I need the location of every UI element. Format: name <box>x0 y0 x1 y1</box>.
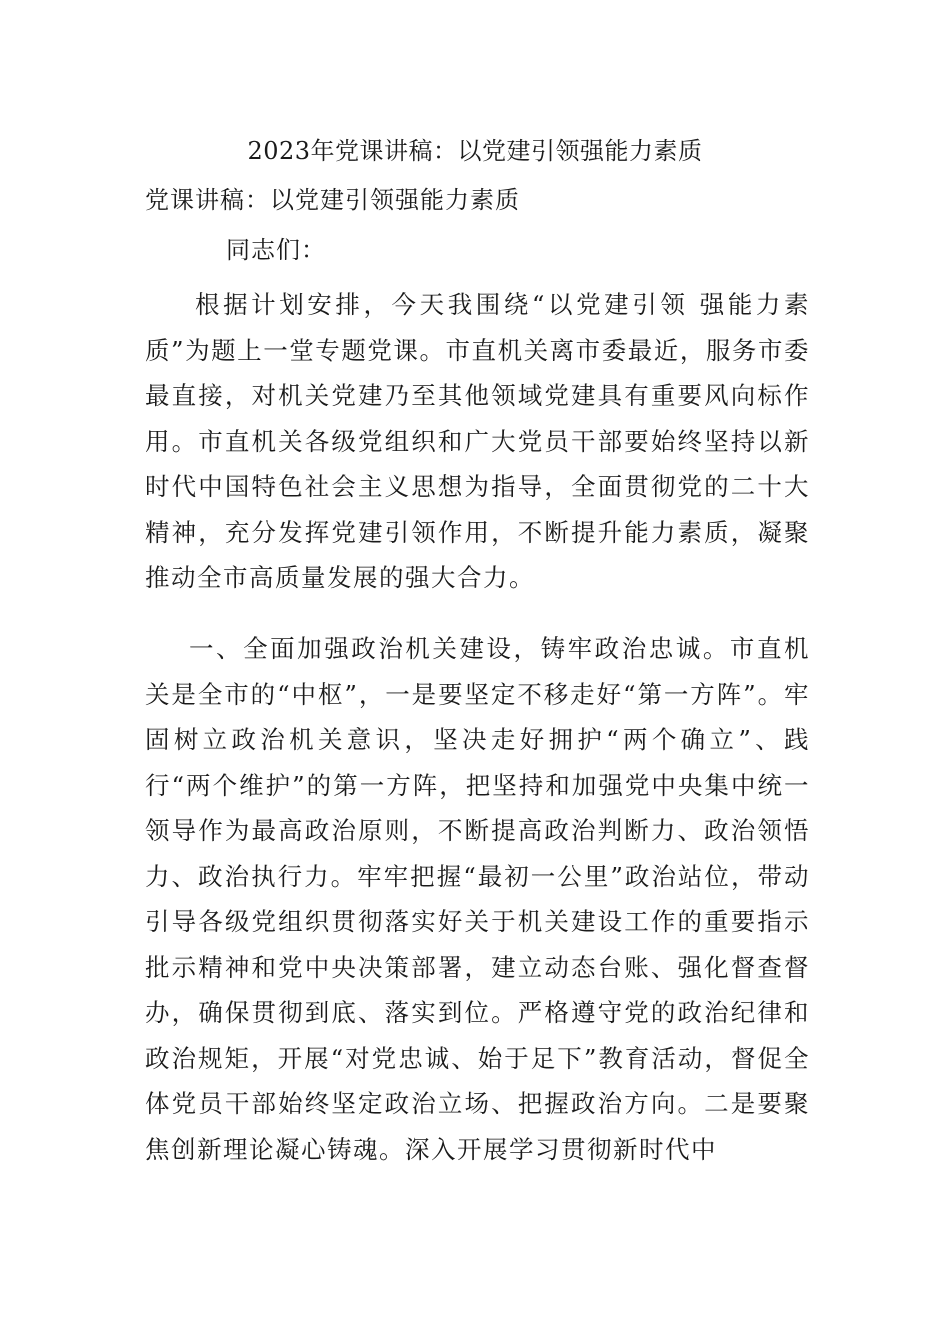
document-title: 2023年党课讲稿：以党建引领强能力素质 <box>247 137 703 165</box>
paragraph-section-one: 一、全面加强政治机关建设，铸牢政治忠诚。市直机关是全市的“中枢”，一是要坚定不移走好“第一方阵”。牢固树立政治机关意识，坚决走好拥护“两个确立”、践行“两个维护”的第一方阵，把坚持和加强党中央集中统一领导作为最高政治原则，不断提高政治判断力、政治领悟力、政治执行力。牢牢把握“最初一公里”政治站位，带动引导各级党组织贯彻落实好关于机关建设工作的重要指示批示精神和党中央决策部署，建立动态台账、强化督查督办，确保贯彻到底、落实到位。严格遵守党的政治纪律和政治规矩，开展“对党忠诚、始于足下”教育活动，督促全体党员干部始终坚定政治立场、把握政治方向。二是要聚焦创新理论凝心铸魂。深入开展学习贯彻新时代中 <box>145 634 810 1164</box>
greeting-line: 同志们： <box>226 236 326 264</box>
document-subtitle: 党课讲稿：以党建引领强能力素质 <box>145 186 520 214</box>
paragraph-intro: 根据计划安排，今天我围绕“以党建引领 强能力素质”为题上一堂专题党课。市直机关离市委最近，服务市委最直接，对机关党建乃至其他领域党建具有重要风向标作用。市直机关各级党组织和广大党员干部要始终坚持以新时代中国特色社会主义思想为指导，全面贯彻党的二十大精神，充分发挥党建引领作用，不断提升能力素质，凝聚推动全市高质量发展的强大合力。 <box>145 290 810 592</box>
